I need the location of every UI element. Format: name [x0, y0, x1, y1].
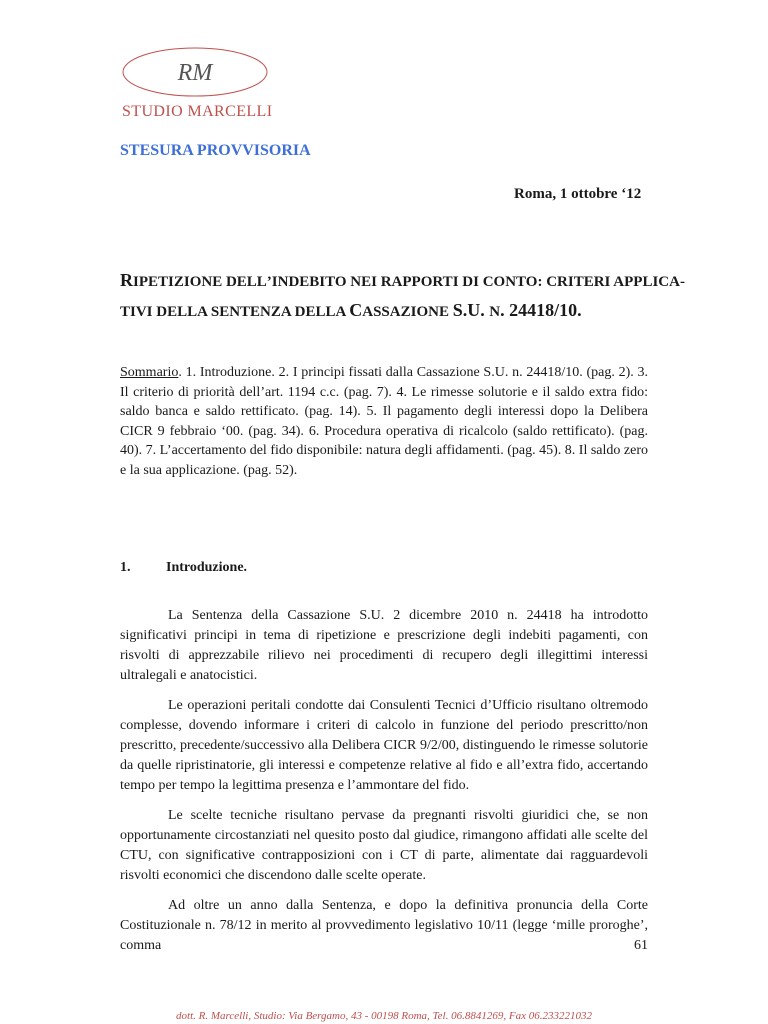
- section-heading: [120, 560, 247, 576]
- logo: [120, 42, 270, 102]
- summary-text: . 1. Introduzione. 2. I principi fissati dalla Cassazione S.U. n. 24418/10. (pag. 2). 3. Il criterio di priorità dell’art. 1194 c.c. (pag. 7). 4. Le rimesse solutorie e il saldo extra fido: saldo banca e saldo rettificato. (pag. 14). 5. Il pagamento degli interessi dopo la Delibera CICR 9 febbraio ‘00. (pag. 34). 6. Procedura operativa di ricalcolo (saldo rettificato). (pag. 40). 7. L’accertamento del fido disponibile: natura degli affidamenti. (pag. 45). 8. Il saldo zero e la sua applicazione. (pag. 52).: [120, 365, 648, 478]
- logo-monogram: RM: [177, 60, 213, 86]
- footer: dott. R. Marcelli, Studio: Via Bergamo, 43 - 00198 Roma, Tel. 06.8841269, Fax 06.233221032: [176, 1010, 592, 1022]
- paragraph: La Sentenza della Cassazione S.U. 2 dicembre 2010 n. 24418 ha introdotto significativi principi in tema di ripetizione e prescrizione degli indebiti pagamenti, con risvolti di apprezzabile rilievo nei procedimenti di recupero degli illegittimi interessi ultralegali e anatocistici.: [120, 608, 648, 683]
- studio-name: STUDIO MARCELLI: [122, 103, 273, 120]
- paragraph: Le operazioni peritali condotte dai Consulenti Tecnici d’Ufficio risultano oltremodo complesse, dovendo informare i criteri di calcolo in funzione del periodo prescritto/non prescritto, precedente/successivo alla Delibera CICR 9/2/00, distinguendo le rimesse solutorie da quelle ripristinatorie, gli interessi e competenze relative al fido e all’extra fido, accertando tempo per tempo la legittima presenza e l’ammontare del fido.: [120, 698, 648, 793]
- section-number: 1.: [120, 560, 131, 575]
- document-title: [120, 266, 685, 326]
- paragraph: Ad oltre un anno dalla Sentenza, e dopo la definitiva pronuncia della Corte Costituzionale n. 78/12 in merito al provvedimento legislativo 10/11 (legge ‘mille proroghe’, comma 61: [120, 898, 648, 953]
- summary-label: Sommario: [120, 365, 179, 380]
- paragraph: Le scelte tecniche risultano pervase da pregnanti risvolti giuridici che, se non opportunamente circostanziati nel quesito posto dal giudice, rimangono affidati alle scelte del CTU, con significative contrapposizioni con i CT di parte, alimentate dai ragguardevoli risvolti economici che discendono dalle scelte operate.: [120, 808, 648, 883]
- summary: [120, 363, 648, 480]
- title-line-2: TIVI DELLA SENTENZA DELLA CASSAZIONE S.U. N. 24418/10.: [120, 300, 582, 320]
- body-text: [120, 606, 648, 966]
- title-line-1: RIPETIZIONE DELL’INDEBITO NEI RAPPORTI DI CONTO: CRITERI APPLICA-: [120, 270, 685, 290]
- section-title: Introduzione.: [166, 560, 248, 575]
- logo-emblem: [120, 42, 270, 102]
- draft-label: STESURA PROVVISORIA: [120, 142, 311, 159]
- date-line: Roma, 1 ottobre ‘12: [514, 186, 642, 202]
